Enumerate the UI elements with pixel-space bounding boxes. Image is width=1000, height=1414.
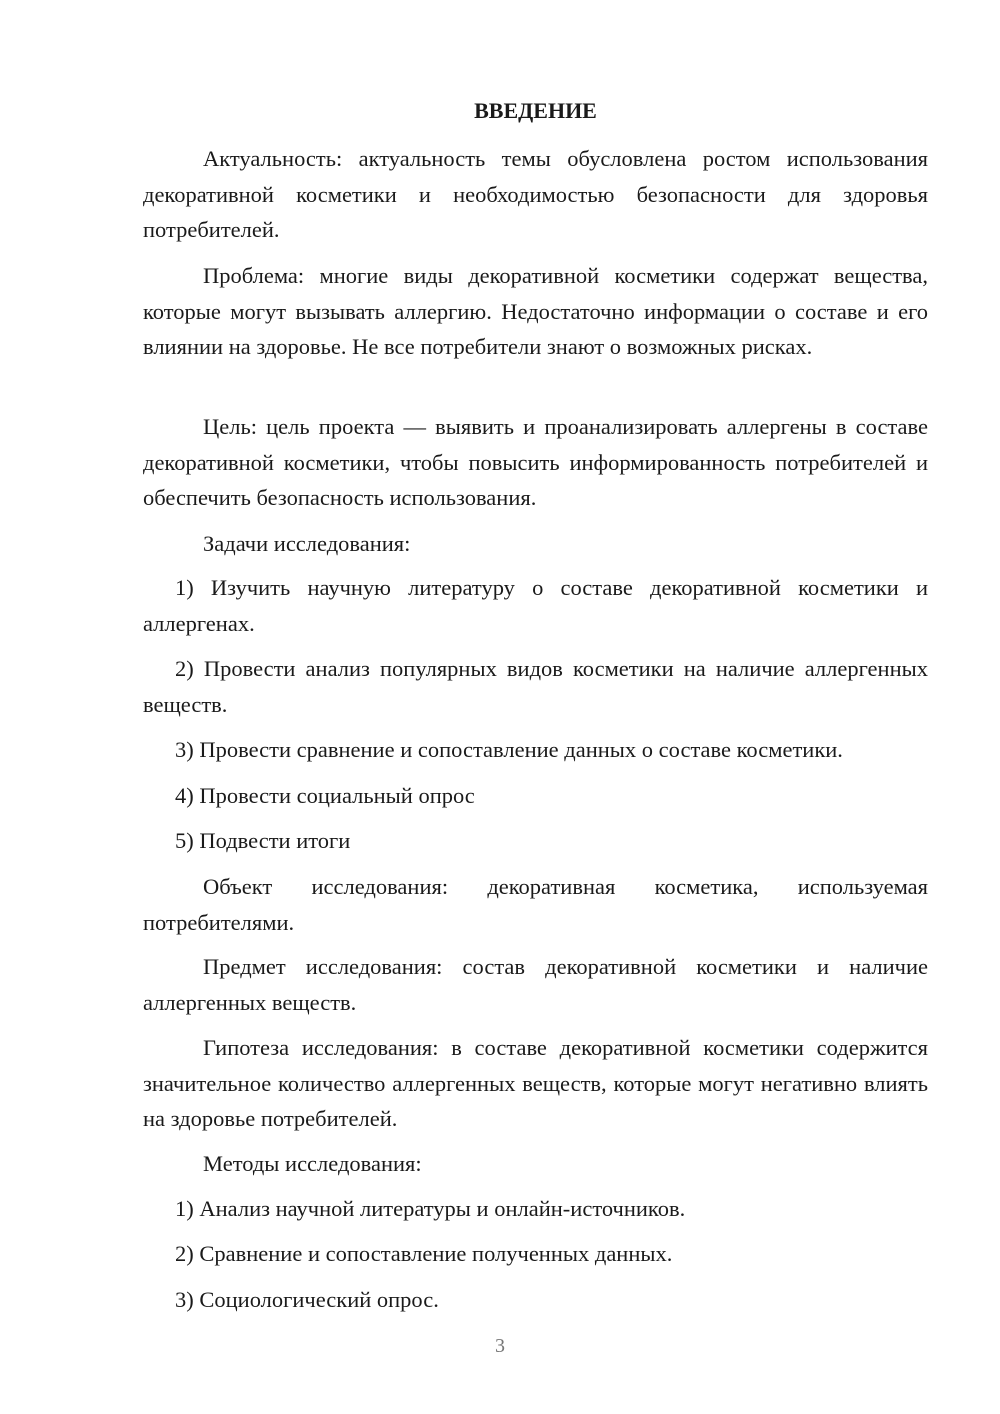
object-paragraph: Объект исследования: декоративная косметика, используемая потребителями. [143,874,928,935]
task-item-1: 1) Изучить научную литературу о составе декоративной косметики и аллергенах. [143,575,928,636]
section-heading: ВВЕДЕНИЕ [474,98,597,123]
methods-title: Методы исследования: [203,1151,422,1176]
method-item-1: 1) Анализ научной литературы и онлайн-источников. [175,1196,686,1221]
tasks-title: Задачи исследования: [203,531,411,556]
page-number: 3 [495,1335,505,1357]
task-item-4: 4) Провести социальный опрос [175,783,475,808]
task-item-3: 3) Провести сравнение и сопоставление данных о составе косметики. [175,737,843,762]
subject-paragraph: Предмет исследования: состав декоративной косметики и наличие аллергенных веществ. [143,954,928,1015]
problem-paragraph: Проблема: многие виды декоративной косметики содержат вещества, которые могут вызывать аллергию. Недостаточно информации о составе и его влиянии на здоровье. Не все потребители знают о возможных рисках. [143,263,928,359]
goal-paragraph: Цель: цель проекта — выявить и проанализировать аллергены в составе декоративной косметики, чтобы повысить информированность потребителей и обеспечить безопасность использования. [143,414,928,510]
method-item-3: 3) Социологический опрос. [175,1287,439,1312]
task-item-2: 2) Провести анализ популярных видов косметики на наличие аллергенных веществ. [143,656,928,717]
hypothesis-paragraph: Гипотеза исследования: в составе декоративной косметики содержится значительное количество аллергенных веществ, которые могут негативно влиять на здоровье потребителей. [143,1035,928,1131]
task-item-5: 5) Подвести итоги [175,828,351,853]
relevance-paragraph: Актуальность: актуальность темы обусловлена ростом использования декоративной косметики и необходимостью безопасности для здоровья потребителей. [143,146,928,242]
method-item-2: 2) Сравнение и сопоставление полученных данных. [175,1241,673,1266]
